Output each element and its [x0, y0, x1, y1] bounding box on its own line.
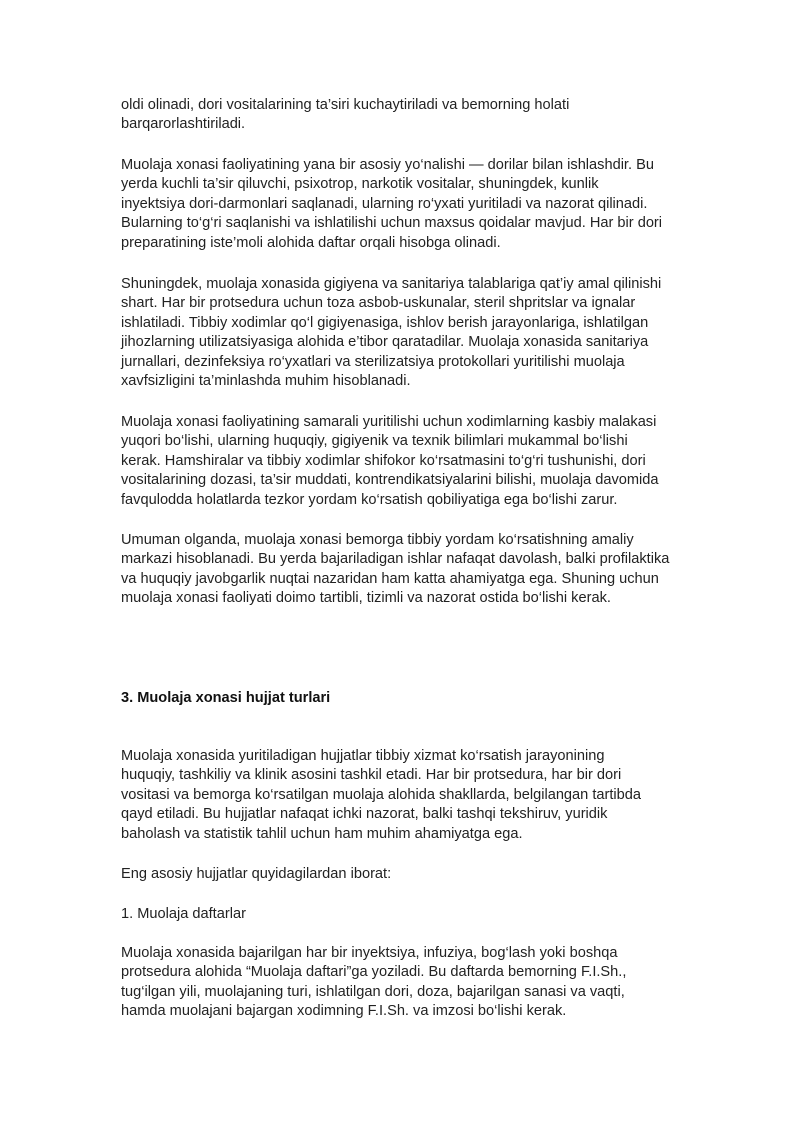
paragraph-continuation	[121, 96, 681, 135]
paragraph-text: Muolaja xonasi faoliyatining samarali yuritilishi uchun xodimlarning kasbiy malakasi yuqori bo‘lishi, ularning huquqiy, gigiyenik va texnik bilimlari mukammal bo‘lishi kerak. Hamshiralar va tibbiy xodimlar shifokor ko‘rsatmasini to‘g‘ri tushunishi, dori vositalarining dozasi, ta’sir muddati, kontrendikatsiyalarini bilishi, muolaja davomida favqulodda holatlarda tezkor yordam ko‘rsatish qobiliyatiga ega bo‘lishi zarur.	[121, 414, 659, 508]
paragraph-summary	[121, 531, 681, 609]
section-heading: 3. Muolaja xonasi hujjat turlari	[121, 690, 331, 706]
paragraph-text: 1. Muolaja daftarlar	[121, 906, 246, 922]
paragraph-text: Muolaja xonasida yuritiladigan hujjatlar tibbiy xizmat ko‘rsatish jarayonining huquqiy, tashkiliy va klinik asosini tashkil etadi. Har bir protsedura, har bir dori vositasi va bemorga ko‘rsatilgan muolaja alohida shakllarda, belgilangan tartibda qayd etiladi. Bu hujjatlar nafaqat ichki nazorat, balki tashqi tekshiruv, yuridik baholash va statistik tahlil uchun ham muhim ahamiyatga ega.	[121, 748, 642, 842]
paragraph-staff-qualification	[121, 413, 681, 510]
paragraph-list-intro	[121, 865, 681, 884]
paragraph-text: Umuman olganda, muolaja xonasi bemorga tibbiy yordam ko‘rsatishning amaliy markazi hisoblanadi. Bu yerda bajariladigan ishlar nafaqat davolash, balki profilaktika va huquqiy javobgarlik nuqtai nazaridan ham katta ahamiyatga ega. Shuning uchun muolaja xonasi faoliyati doimo tartibli, tizimli va nazorat ostida bo‘lishi kerak.	[121, 532, 670, 607]
paragraph-text: Eng asosiy hujjatlar quyidagilardan iborat:	[121, 866, 392, 882]
paragraph-text: Muolaja xonasi faoliyatining yana bir asosiy yo‘nalishi — dorilar bilan ishlashdir. Bu yerda kuchli ta’sir qiluvchi, psixotrop, narkotik vositalar, shuningdek, kunlik inyektsiya dori-darmonlari saqlanadi, ularning ro‘yxati yuritiladi va nazorat qilinadi. Bularning to‘g‘ri saqlanishi va ishlatilishi uchun maxsus qoidalar mavjud. Har bir dori preparatining iste’moli alohida daftar orqali hisobga olinadi.	[121, 157, 663, 251]
paragraph-treatment-log	[121, 944, 681, 1022]
paragraph-text: Muolaja xonasida bajarilgan har bir inyektsiya, infuziya, bog‘lash yoki boshqa protsedura alohida “Muolaja daftari”ga yoziladi. Bu daftarda bemorning F.I.Sh., tug‘ilgan yili, muolajaning turi, ishlatilgan dori, doza, bajarilgan sanasi va vaqti, hamda muolajani bajargan xodimning F.I.Sh. va imzosi bo‘lishi kerak.	[121, 945, 627, 1020]
paragraph-documents-intro	[121, 747, 681, 844]
paragraph-hygiene	[121, 275, 681, 391]
paragraph-medicines	[121, 156, 681, 253]
list-item-heading	[121, 905, 681, 924]
paragraph-text: Shuningdek, muolaja xonasida gigiyena va sanitariya talablariga qat’iy amal qilinishi shart. Har bir protsedura uchun toza asbob-uskunalar, steril shpritslar va ignalar ishlatiladi. Tibbiy xodimlar qo‘l gigiyenasiga, ishlov berish jarayonlariga, ishlatilgan jihozlarning utilizatsiyasiga alohida e’tibor qaratadilar. Muolaja xonasida sanitariya jurnallari, dezinfeksiya ro‘yxatlari va sterilizatsiya protokollari yuritilishi muolaja xavfsizligini ta’minlashda muhim hisoblanadi.	[121, 276, 662, 390]
paragraph-text: oldi olinadi, dori vositalarining ta’siri kuchaytiriladi va bemorning holati barqarorlashtiriladi.	[121, 97, 570, 133]
